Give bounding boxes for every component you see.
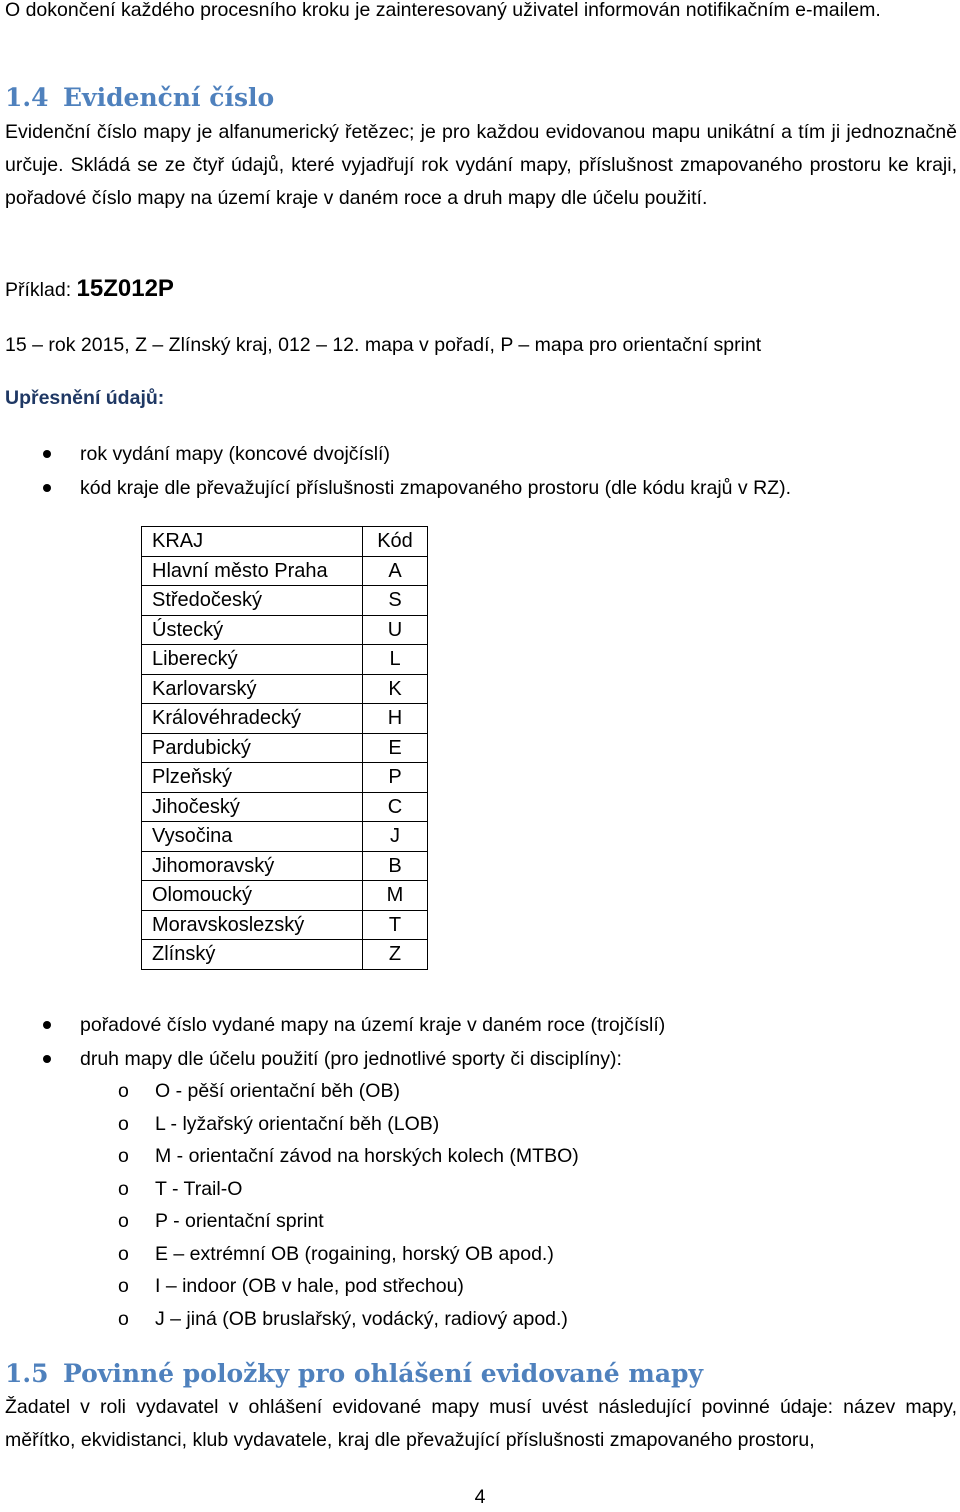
- list-item: kód kraje dle převažující příslušnosti zmapovaného prostoru (dle kódu krajů v RZ).: [0, 471, 791, 505]
- region-name-cell: Karlovarský: [142, 674, 363, 704]
- list-item: o E – extrémní OB (rogaining, horský OB apod.): [0, 1238, 579, 1271]
- table-row: [142, 733, 428, 763]
- region-name-cell: Středočeský: [142, 586, 363, 616]
- region-code-table: [141, 526, 428, 970]
- region-code-cell: M: [363, 881, 428, 911]
- bullet-icon: [43, 1055, 51, 1063]
- region-code-cell: Z: [363, 940, 428, 970]
- circle-bullet-icon: o: [118, 1177, 129, 1200]
- region-code-cell: P: [363, 763, 428, 793]
- table-row: [142, 586, 428, 616]
- region-name-cell: Královéhradecký: [142, 704, 363, 734]
- bullet-icon: [43, 1021, 51, 1029]
- region-code-cell: K: [363, 674, 428, 704]
- table-row: [142, 940, 428, 970]
- circle-bullet-icon: o: [118, 1210, 129, 1232]
- section-number: 1.4: [5, 83, 49, 112]
- table-header-row: [142, 527, 428, 557]
- map-type-list: [0, 1075, 579, 1335]
- region-code-cell: T: [363, 910, 428, 940]
- list-item: rok vydání mapy (koncové dvojčíslí): [0, 437, 791, 471]
- table-row: [142, 704, 428, 734]
- region-name-cell: Vysočina: [142, 822, 363, 852]
- region-name-cell: Hlavní město Praha: [142, 556, 363, 586]
- section-1-5-paragraph: Žadatel v roli vydavatel v ohlášení evidované mapy musí uvést následující povinné údaje: název mapy, měřítko, ekvidistanci, klub vydavatele, kraj dle převažující příslušnosti zmapovaného prostoru,: [5, 1396, 957, 1451]
- region-name-cell: Plzeňský: [142, 763, 363, 793]
- list-item: o T - Trail-O: [0, 1173, 579, 1206]
- intro-paragraph: O dokončení každého procesního kroku je zainteresovaný uživatel informován notifikačním e-mailem.: [5, 0, 881, 21]
- section-1-4-paragraph: Evidenční číslo mapy je alfanumerický řetězec; je pro každou evidovanou mapu unikátní a tím ji jednoznačně určuje. Skládá se ze čtyř údajů, které vyjadřují rok vydání mapy, příslušnost zmapovaného prostoru ke kraji, pořadové číslo mapy na území kraje v daném roce a druh mapy dle účelu použití.: [5, 121, 957, 209]
- circle-bullet-icon: o: [118, 1242, 129, 1265]
- region-name-cell: Zlínský: [142, 940, 363, 970]
- table-row: [142, 674, 428, 704]
- circle-bullet-icon: o: [118, 1275, 129, 1297]
- region-code-cell: H: [363, 704, 428, 734]
- region-name-cell: Ústecký: [142, 615, 363, 645]
- example-code: 15Z012P: [76, 275, 174, 302]
- bullet-list-top: [0, 437, 791, 505]
- list-item: o M - orientační závod na horských kolech (MTBO): [0, 1140, 579, 1173]
- table-row: [142, 615, 428, 645]
- region-code-cell: U: [363, 615, 428, 645]
- region-code-cell: E: [363, 733, 428, 763]
- column-header-region: KRAJ: [142, 527, 363, 557]
- table-row: [142, 851, 428, 881]
- example-explanation: 15 – rok 2015, Z – Zlínský kraj, 012 – 12. mapa v pořadí, P – mapa pro orientační sprint: [5, 334, 762, 356]
- list-item: o P - orientační sprint: [0, 1205, 579, 1238]
- table-row: [142, 556, 428, 586]
- region-name-cell: Moravskoslezský: [142, 910, 363, 940]
- bullet-icon: [43, 450, 51, 458]
- example-label: Příklad:: [5, 279, 72, 301]
- region-name-cell: Jihočeský: [142, 792, 363, 822]
- circle-bullet-icon: o: [118, 1307, 129, 1330]
- list-item: druh mapy dle účelu použití (pro jednotlivé sporty či disciplíny):: [0, 1042, 665, 1076]
- region-code-cell: C: [363, 792, 428, 822]
- section-number: 1.5: [5, 1359, 49, 1388]
- region-code-cell: J: [363, 822, 428, 852]
- region-name-cell: Pardubický: [142, 733, 363, 763]
- example-line: [5, 272, 957, 307]
- region-code-cell: S: [363, 586, 428, 616]
- region-code-cell: B: [363, 851, 428, 881]
- section-heading-1-5: [5, 1354, 703, 1394]
- bullet-list-bottom: [0, 1008, 665, 1076]
- table-row: [142, 792, 428, 822]
- table-row: [142, 822, 428, 852]
- list-item: pořadové číslo vydané mapy na území kraje v daném roce (trojčíslí): [0, 1008, 665, 1042]
- table-row: [142, 881, 428, 911]
- table-row: [142, 910, 428, 940]
- region-name-cell: Jihomoravský: [142, 851, 363, 881]
- details-heading: Upřesnění údajů:: [5, 387, 165, 409]
- region-code-cell: L: [363, 645, 428, 675]
- list-item: o L - lyžařský orientační běh (LOB): [0, 1108, 579, 1141]
- circle-bullet-icon: o: [118, 1112, 129, 1135]
- section-title: Povinné položky pro ohlášení evidované mapy: [63, 1359, 704, 1388]
- list-item: o I – indoor (OB v hale, pod střechou): [0, 1270, 579, 1303]
- list-item: o O - pěší orientační běh (OB): [0, 1075, 579, 1108]
- column-header-code: Kód: [363, 527, 428, 557]
- region-name-cell: Liberecký: [142, 645, 363, 675]
- bullet-icon: [43, 484, 51, 492]
- list-item: o J – jiná (OB bruslařský, vodácký, radiový apod.): [0, 1303, 579, 1336]
- circle-bullet-icon: o: [118, 1145, 129, 1167]
- section-heading-1-4: [5, 78, 274, 118]
- table-row: [142, 645, 428, 675]
- region-name-cell: Olomoucký: [142, 881, 363, 911]
- region-code-cell: A: [363, 556, 428, 586]
- page-number: 4: [474, 1486, 486, 1508]
- circle-bullet-icon: o: [118, 1080, 129, 1102]
- section-title: Evidenční číslo: [63, 83, 275, 112]
- table-row: [142, 763, 428, 793]
